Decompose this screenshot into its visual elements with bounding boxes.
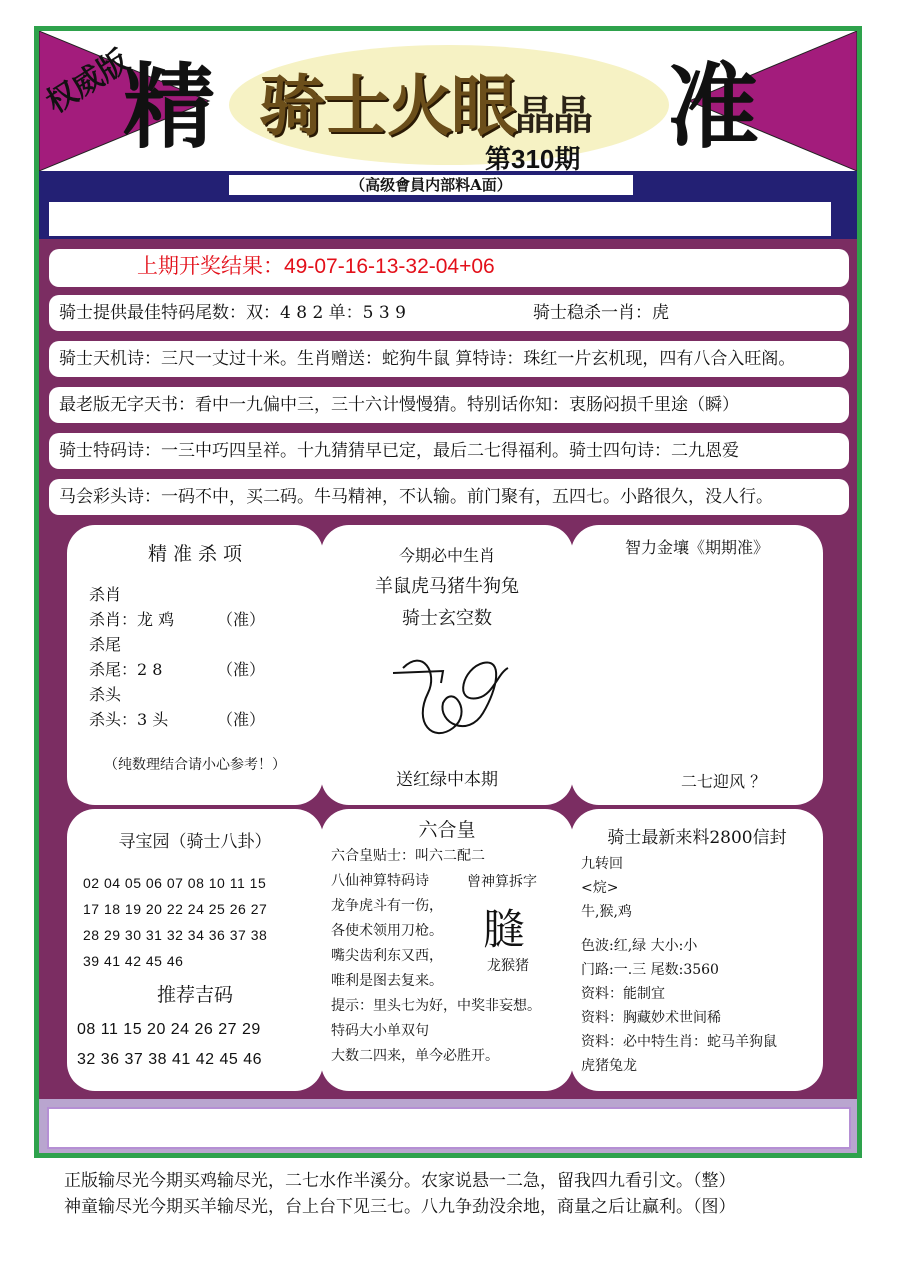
latest-line: <烷> — [581, 880, 619, 896]
liuhe-line: 提示：里头七为好，中奖非妄想。 — [331, 998, 541, 1014]
number-line: 39 41 42 45 46 — [83, 953, 184, 969]
liuhe-line: 特码大小单双句 — [331, 1023, 429, 1039]
latest-line: 门路:一.三 尾数:3560 — [581, 962, 719, 978]
liuhe-line: 龙争虎斗有一伤， — [331, 898, 443, 914]
zodiac-line1: 今期必中生肖 — [398, 546, 495, 565]
number-line: 32 36 37 38 41 42 45 46 — [77, 1051, 262, 1068]
period-number: 第310期 — [485, 144, 581, 171]
rec-numbers — [77, 1015, 313, 1075]
row-right: 骑士稳杀一肖：虎 — [533, 303, 669, 323]
title-main: 骑士火眼 — [259, 67, 515, 145]
latest-panel — [571, 809, 823, 1091]
subtitle: （高级會員内部料A面） — [229, 175, 633, 195]
signature-scribble — [383, 643, 513, 753]
bottom-line-1: 正版输尽光今期买鸡输尽光，二七水作半溪分。农家说悬一二急，留我四九看引文。（整） — [64, 1171, 736, 1191]
kill-line: 杀尾：2 8 （准） — [89, 660, 266, 679]
zodiac-panel — [321, 525, 573, 805]
edition-label: 权威版 — [40, 43, 136, 121]
rec-title: 推荐吉码 — [156, 984, 233, 1006]
poster-frame — [34, 26, 862, 1158]
latest-line: 九转回 — [581, 856, 623, 872]
kill-note: （纯数理结合请小心参考！） — [104, 757, 286, 773]
liuhe-panel — [321, 809, 573, 1091]
latest-lines — [581, 852, 813, 1078]
kill-line: 杀头：3 头 （准） — [89, 710, 266, 729]
row-tail-numbers — [49, 295, 849, 331]
latest-title: 骑士最新来料2800信封 — [607, 828, 787, 848]
row-special-poem: 骑士特码诗：一三中巧四呈祥。十九猜猜早已定，最后二七得福利。骑士四句诗：二九恩爱 — [49, 433, 849, 469]
number-line: 17 18 19 20 22 24 25 26 27 — [83, 901, 268, 917]
liuhe-title: 六合皇 — [418, 819, 476, 841]
last-result: 上期开奖结果：49-07-16-13-32-04+06 — [49, 249, 849, 287]
zodiac-line3: 骑士玄空数 — [402, 608, 492, 629]
liuhe-line: 大数二四来，单今必胜开。 — [331, 1048, 499, 1064]
kill-title: 精 准 杀 项 — [147, 543, 243, 565]
char-right: 准 — [667, 53, 760, 161]
latest-line: 资料：能制宜 — [581, 986, 665, 1002]
row-left: 骑士提供最佳特码尾数：双：4 8 2 单：5 3 9 — [59, 303, 406, 323]
title-small: 晶晶 — [515, 92, 591, 139]
treasure-title: 寻宝园（骑士八卦） — [118, 832, 272, 852]
side-title: 曾神算拆字 — [467, 874, 537, 890]
blank-band-box — [49, 202, 831, 236]
treasure-panel — [67, 809, 323, 1091]
wisdom-footer: 二七迎风 ？ — [681, 772, 767, 791]
number-line: 28 29 30 31 32 34 36 37 38 — [83, 927, 268, 943]
side-note: 龙猴猪 — [487, 958, 529, 974]
footer-box — [47, 1107, 851, 1149]
latest-line: 资料：胸藏妙术世间稀 — [581, 1010, 721, 1026]
wisdom-title: 智力金壤《期期准》 — [624, 538, 769, 557]
row-horse-poem: 马会彩头诗：一码不中，买二码。牛马精神，不认输。前门聚有，五四七。小路很久，没人行。 — [49, 479, 849, 515]
kill-line: 杀肖 — [89, 585, 122, 604]
latest-line: 色波:红,绿 大小:小 — [581, 938, 698, 954]
poster-title — [259, 67, 591, 145]
liuhe-line: 唯利是图去复来。 — [331, 973, 443, 989]
latest-line: 资料：必中特生肖：蛇马羊狗鼠 — [581, 1034, 777, 1050]
side-char: 膖 — [483, 905, 526, 954]
latest-line: 虎猪兔龙 — [581, 1058, 637, 1074]
poster-header — [39, 31, 857, 171]
zodiac-footer: 送红绿中本期 — [396, 770, 498, 790]
kill-line: 杀头 — [89, 685, 122, 704]
liuhe-line: 嘴尖齿利东又西， — [331, 948, 443, 964]
latest-line: 牛,猴,鸡 — [581, 904, 632, 920]
liuhe-line: 六合皇贴士：叫六二配二 — [331, 848, 485, 864]
char-left: 精 — [123, 53, 216, 161]
row-poem: 骑士天机诗：三尺一丈过十米。生肖赠送：蛇狗牛鼠 算特诗：珠红一片玄机现，四有八合入旺阁。 — [49, 341, 849, 377]
liuhe-line: 八仙神算特码诗 — [331, 873, 429, 889]
kill-list — [89, 582, 301, 732]
treasure-numbers — [77, 870, 313, 974]
liuhe-line: 各使术领用刀枪。 — [331, 923, 443, 939]
bottom-line-2: 神童输尽光今期买羊输尽光，台上台下见三七。八九争劲没余地，商量之后让赢利。（图） — [64, 1197, 736, 1217]
row-book: 最老版无字天书：看中一九偏中三，三十六计慢慢猜。特别话你知：衷肠闷损千里途（瞬） — [49, 387, 849, 423]
kill-line: 杀尾 — [89, 635, 122, 654]
zodiac-line2: 羊鼠虎马猪牛狗兔 — [375, 576, 519, 597]
wisdom-panel — [571, 525, 823, 805]
latest-gap — [581, 924, 813, 934]
number-line: 08 11 15 20 24 26 27 29 — [77, 1021, 261, 1038]
poster-body — [39, 31, 857, 1153]
kill-line: 杀肖：龙 鸡 （准） — [89, 610, 266, 629]
kill-panel — [67, 525, 323, 805]
number-line: 02 04 05 06 07 08 10 11 15 — [83, 875, 267, 891]
